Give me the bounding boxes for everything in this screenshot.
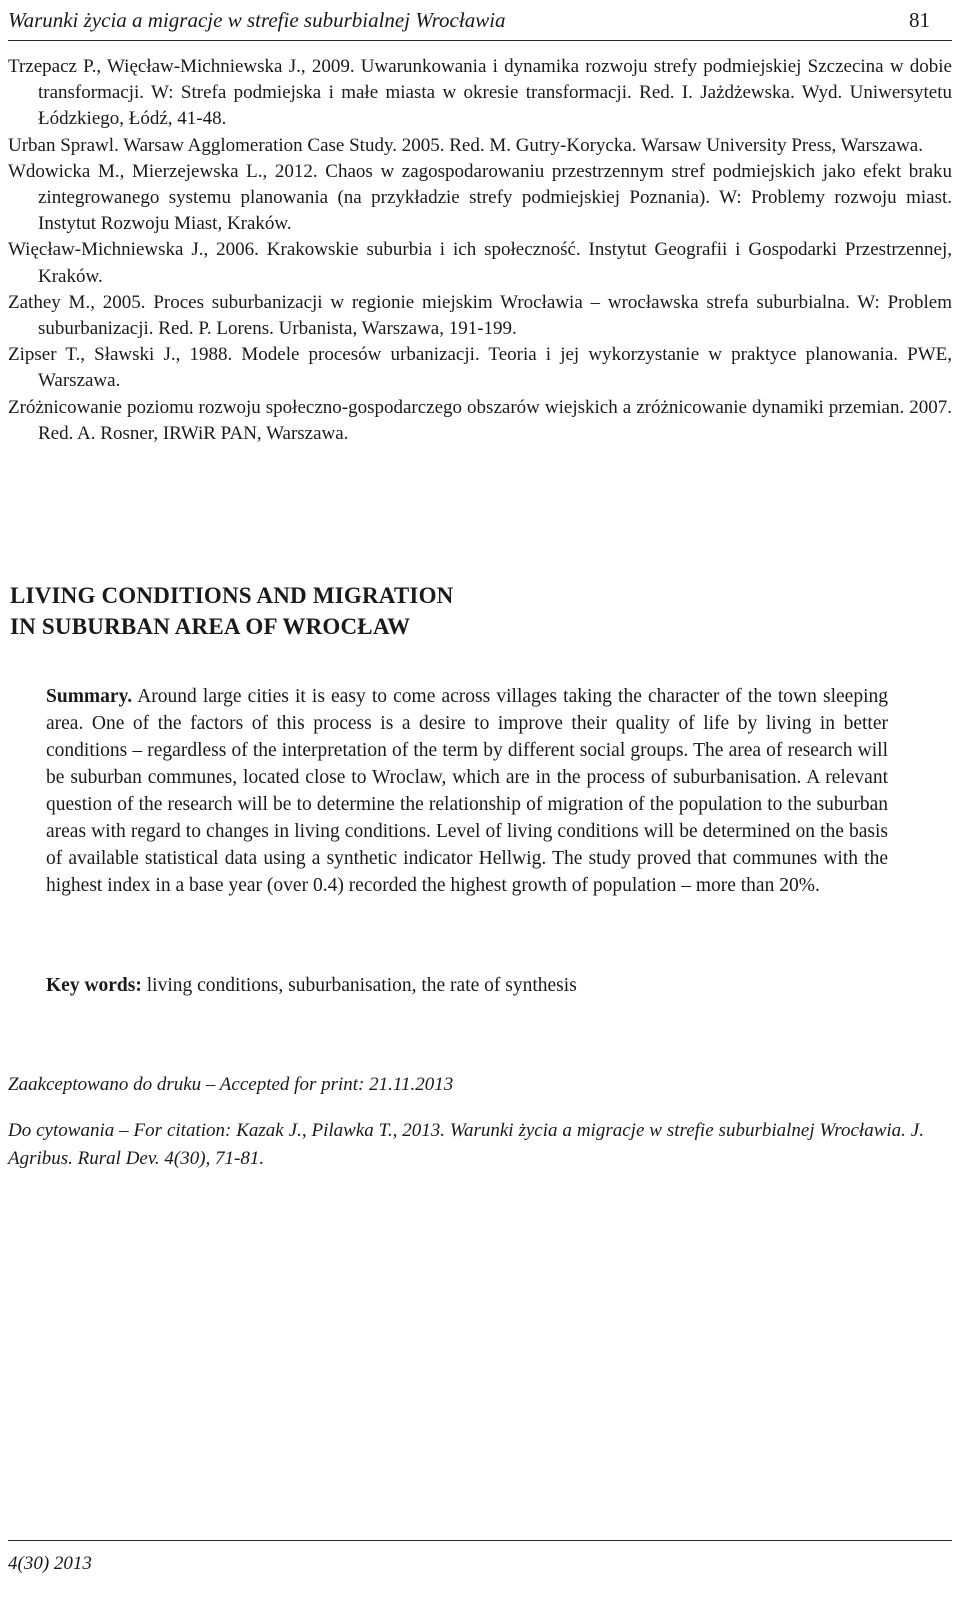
page-number: 81	[909, 7, 930, 32]
summary-text: Around large cities it is easy to come across villages taking the character of the town sleeping area. One of the factors of this process is a desire to improve their quality of life by living in better conditions – regardless of the interpretation of the term by different social groups. The area of research will be suburban communes, located close to Wroclaw, which are in the process of suburbanisation. A relevant question of the research will be to determine the relationship of migration of the population to the suburban areas with regard to changes in living conditions. Level of living conditions will be determined on the basis of available statistical data using a synthetic indicator Hellwig. The study proved that communes with the highest index in a base year (over 0.4) recorded the highest growth of population – more than 20%.	[46, 686, 888, 896]
running-header	[8, 0, 952, 41]
reference-item: Zróżnicowanie poziomu rozwoju społeczno-gospodarczego obszarów wiejskich a zróżnicowanie dynamiki przemian. 2007. Red. A. Rosner, IRWiR PAN, Warszawa.	[8, 396, 952, 444]
reference-item: Wdowicka M., Mierzejewska L., 2012. Chaos w zagospodarowaniu przestrzennym stref podmiejskich jako efekt braku zintegrowanego systemu planowania (na przykładzie strefy podmiejskiej Poznania). W: Problemy rozwoju miast. Instytut Rozwoju Miast, Kraków.	[8, 160, 952, 235]
page-footer	[8, 1540, 952, 1574]
issue-number: 4(30) 2013	[8, 1553, 92, 1574]
accepted-note: Zaakceptowano do druku – Accepted for print: 21.11.2013	[8, 1074, 454, 1095]
english-title	[10, 580, 453, 642]
english-title-line-2: IN SUBURBAN AREA OF WROCŁAW	[10, 614, 411, 639]
reference-item: Zipser T., Sławski J., 1988. Modele procesów urbanizacji. Teoria i jej wykorzystanie w praktyce planowania. PWE, Warszawa.	[8, 344, 952, 392]
reference-item: Trzepacz P., Więcław-Michniewska J., 2009. Uwarunkowania i dynamika rozwoju strefy podmiejskiej Szczecina w dobie transformacji. W: Strefa podmiejska i małe miasta w okresie transformacji. Red. I. Jażdżewska. Wyd. Uniwersytetu Łódzkiego, Łódź, 41-48.	[8, 56, 952, 130]
reference-item: Urban Sprawl. Warsaw Agglomeration Case Study. 2005. Red. M. Gutry-Korycka. Warsaw University Press, Warszawa.	[8, 134, 923, 156]
reference-item: Więcław-Michniewska J., 2006. Krakowskie suburbia i ich społeczność. Instytut Geografii i Gospodarki Przestrzennej, Kraków.	[8, 239, 952, 287]
reference-list	[8, 54, 952, 447]
summary-paragraph	[46, 683, 888, 899]
keywords-text: living conditions, suburbanisation, the rate of synthesis	[141, 975, 577, 996]
citation-note: Do cytowania – For citation: Kazak J., Pilawka T., 2013. Warunki życia a migracje w strefie suburbialnej Wrocławia. J. Agribus. Rural Dev. 4(30), 71-81.	[8, 1120, 924, 1169]
reference-item: Zathey M., 2005. Proces suburbanizacji w regionie miejskim Wrocławia – wrocławska strefa suburbialna. W: Problem suburbanizacji. Red. P. Lorens. Urbanista, Warszawa, 191-199.	[8, 291, 952, 340]
keywords-paragraph	[46, 972, 888, 999]
english-title-line-1: LIVING CONDITIONS AND MIGRATION	[10, 583, 454, 608]
running-title: Warunki życia a migracje w strefie suburbialnej Wrocławia	[8, 7, 506, 32]
keywords-label: Key words:	[46, 975, 142, 996]
summary-label: Summary.	[46, 686, 133, 707]
